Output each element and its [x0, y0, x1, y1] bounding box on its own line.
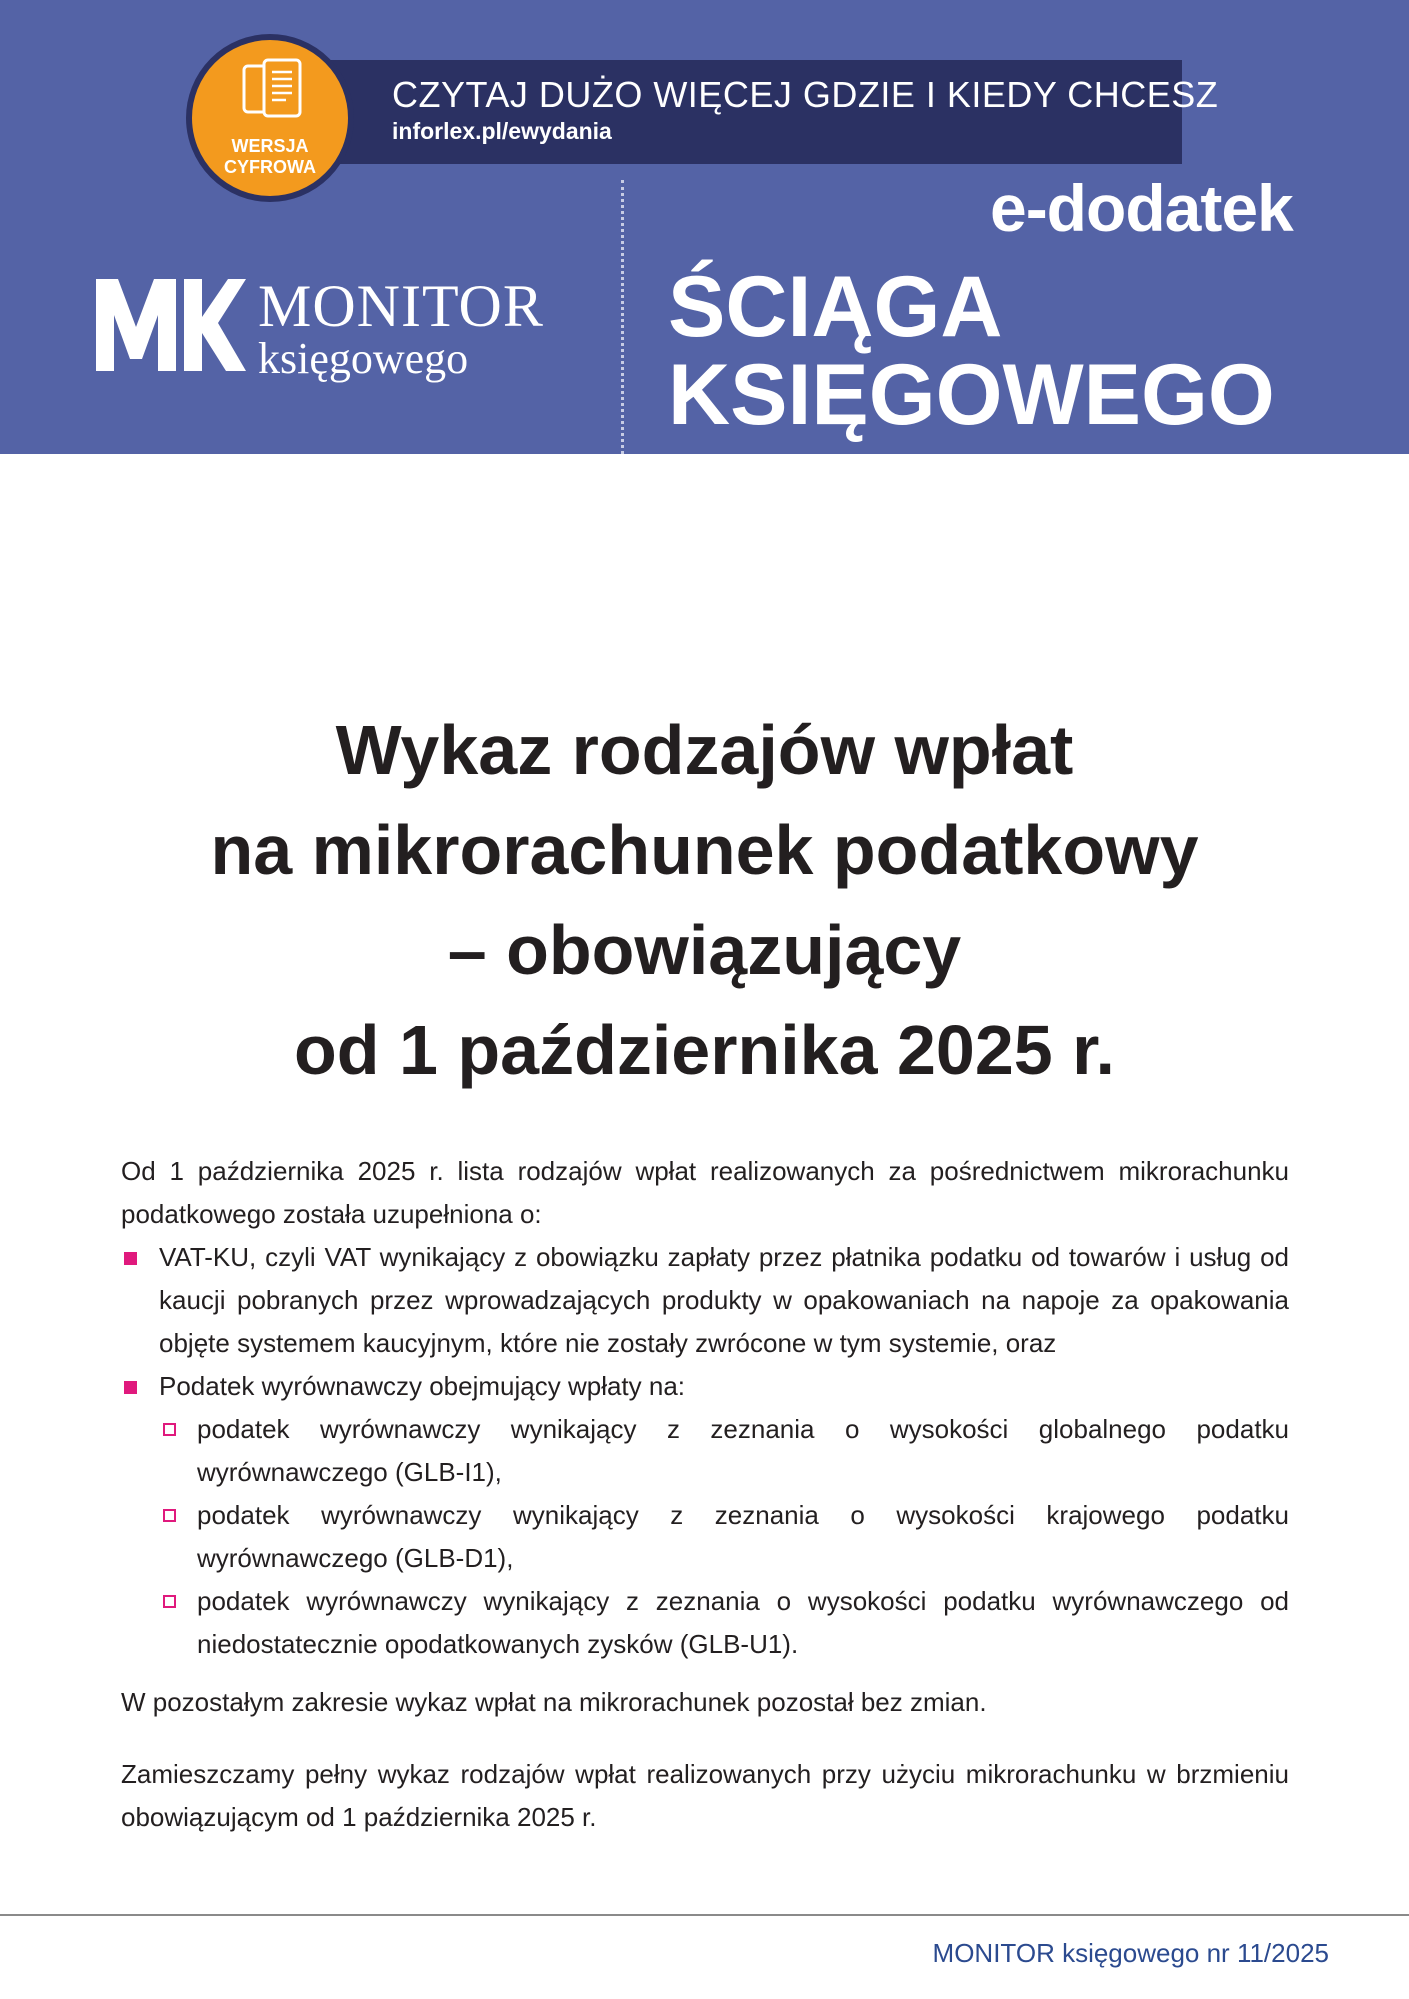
badge-label: [192, 136, 348, 178]
sub-list-item-text: podatek wyrównawczy wynikający z zeznania o wysokości globalnego podatku wyrównawczego (GLB-I1),: [197, 1414, 1289, 1487]
sub-list-item: [121, 1580, 1289, 1666]
supplement-title-line1: ŚCIĄGA: [668, 259, 1003, 355]
list-item-text: Podatek wyrównawczy obejmujący wpłaty na:: [159, 1371, 686, 1401]
document-body: [121, 1150, 1289, 1839]
promo-headline: CZYTAJ DUŻO WIĘCEJ GDZIE I KIEDY CHCESZ: [392, 74, 1219, 115]
spacer: [121, 1724, 1289, 1753]
digital-version-badge: [186, 34, 354, 202]
hollow-square-bullet-icon: [163, 1595, 176, 1608]
hollow-square-bullet-icon: [163, 1509, 176, 1522]
intro-paragraph: Od 1 października 2025 r. lista rodzajów wpłat realizowanych za pośrednictwem mikrorachunku podatkowego została uzupełniona o:: [121, 1156, 1289, 1229]
document-title: [0, 700, 1409, 1100]
sub-list-item-text: podatek wyrównawczy wynikający z zeznania o wysokości krajowego podatku wyrównawczego (GLB-D1),: [197, 1500, 1289, 1573]
supplement-title-line2: KSIĘGOWEGO: [668, 347, 1275, 443]
unchanged-paragraph: W pozostałym zakresie wykaz wpłat na mikrorachunek pozostał bez zmian.: [121, 1687, 987, 1717]
tablet-document-icon: [242, 58, 302, 120]
sub-list-item: [121, 1494, 1289, 1580]
mk-logo-icon: [96, 275, 246, 375]
supplement-title: [668, 259, 1275, 443]
list-item: [121, 1365, 1289, 1408]
header-banner: [0, 0, 1409, 454]
title-line4: od 1 października 2025 r.: [294, 1011, 1115, 1089]
footer-divider: [0, 1914, 1409, 1916]
badge-label-line1: WERSJA: [231, 136, 309, 156]
sub-list-item: [121, 1408, 1289, 1494]
title-line3: – obowiązujący: [447, 911, 962, 989]
badge-label-line2: CYFROWA: [224, 157, 316, 177]
square-bullet-icon: [124, 1381, 137, 1394]
spacer: [121, 1666, 1289, 1681]
supplement-label: e-dodatek: [990, 171, 1293, 245]
title-line2: na mikrorachunek podatkowy: [210, 811, 1199, 889]
promo-bar[interactable]: [300, 60, 1219, 164]
sub-list-item-text: podatek wyrównawczy wynikający z zeznania o wysokości podatku wyrównawczego od niedostatecznie opodatkowanych zysków (GLB-U1).: [197, 1586, 1289, 1659]
closing-paragraph: Zamieszczamy pełny wykaz rodzajów wpłat realizowanych przy użyciu mikrorachunku w brzmieniu obowiązującym od 1 października 2025 r.: [121, 1759, 1289, 1832]
footer-issue: MONITOR księgowego nr 11/2025: [932, 1938, 1329, 1968]
logo-monitor-text: MONITOR: [258, 273, 544, 339]
header-divider: [621, 180, 624, 454]
list-item: [121, 1236, 1289, 1365]
promo-link[interactable]: inforlex.pl/ewydania: [392, 118, 612, 144]
hollow-square-bullet-icon: [163, 1423, 176, 1436]
list-item-text: VAT-KU, czyli VAT wynikający z obowiązku zapłaty przez płatnika podatku od towarów i usług od kaucji pobranych przez wprowadzających produkty w opakowaniach na napoje za opakowania objęte systemem kaucyjnym, które nie zostały zwrócone w tym systemie, oraz: [159, 1242, 1289, 1358]
square-bullet-icon: [124, 1252, 137, 1265]
logo-ksiegowego-text: księgowego: [258, 334, 469, 383]
title-line1: Wykaz rodzajów wpłat: [335, 711, 1074, 789]
